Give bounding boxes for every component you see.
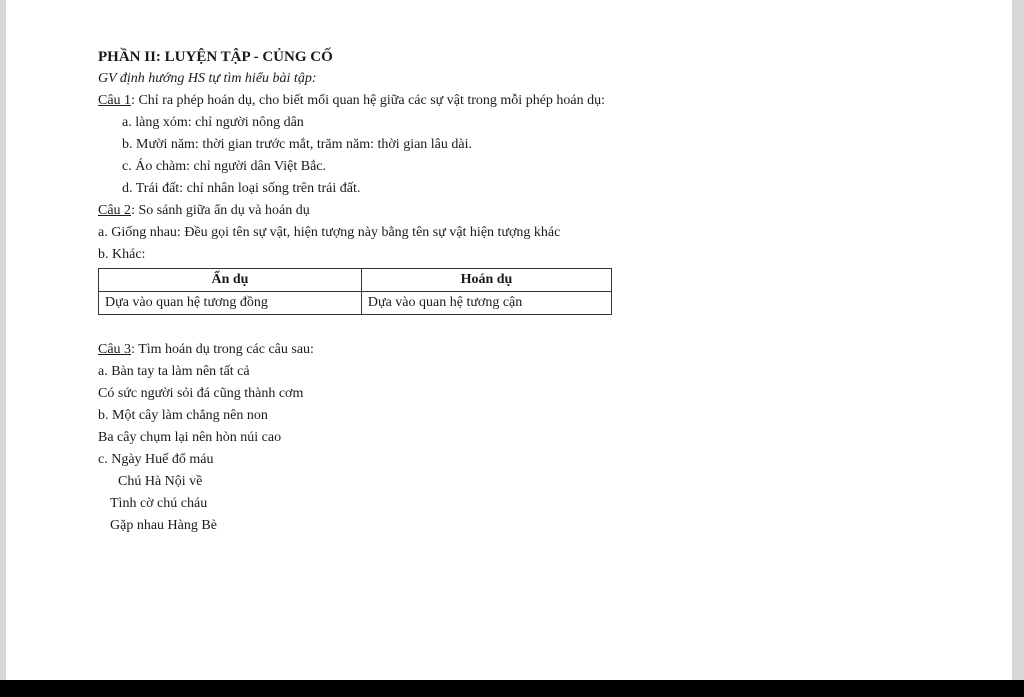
document-content <box>98 46 898 537</box>
q2-part-b: b. Khác: <box>98 247 146 262</box>
q3-poem-line: Tình cờ chú cháu <box>110 496 208 511</box>
q1-item-b: b. Mười năm: thời gian trước mắt, trăm năm: thời gian lâu dài. <box>122 137 472 152</box>
q3-poem-line: Gặp nhau Hàng Bè <box>110 518 217 533</box>
q3-line: a. Bàn tay ta làm nên tất cả <box>98 364 250 379</box>
table-row <box>99 292 612 315</box>
table-header-cell: Ẩn dụ <box>99 269 362 292</box>
question-3 <box>98 339 898 361</box>
q3-line: Ba cây chụm lại nên hòn núi cao <box>98 430 282 445</box>
question-2-text: : So sánh giữa ẩn dụ và hoán dụ <box>131 203 310 218</box>
q2-part-a: a. Giống nhau: Đều gọi tên sự vật, hiện tượng này bằng tên sự vật hiện tượng khác <box>98 225 561 240</box>
bottom-black-bar <box>0 680 1024 697</box>
question-1-label: Câu 1 <box>98 93 132 108</box>
q1-item-d: d. Trái đất: chỉ nhân loại sống trên trái đất. <box>122 181 361 196</box>
table-cell: Dựa vào quan hệ tương đồng <box>99 292 362 315</box>
section-heading: PHẦN II: LUYỆN TẬP - CỦNG CỐ <box>98 49 333 65</box>
section-subheading: GV định hướng HS tự tìm hiểu bài tập: <box>98 71 317 86</box>
q3-line: c. Ngày Huế đổ máu <box>98 452 214 467</box>
table-cell: Dựa vào quan hệ tương cận <box>361 292 611 315</box>
table-header-row <box>99 269 612 292</box>
question-3-label: Câu 3 <box>98 342 132 357</box>
spacer <box>98 315 898 339</box>
question-2-label: Câu 2 <box>98 203 132 218</box>
question-2 <box>98 200 898 222</box>
q3-poem-line: Chú Hà Nội về <box>118 474 203 489</box>
table-header-cell: Hoán dụ <box>361 269 611 292</box>
q1-item-c: c. Áo chàm: chỉ người dân Việt Bắc. <box>122 159 327 174</box>
q3-line: Có sức người sỏi đá cũng thành cơm <box>98 386 304 401</box>
question-3-text: : Tìm hoán dụ trong các câu sau: <box>131 342 314 357</box>
q3-line: b. Một cây làm chẳng nên non <box>98 408 268 423</box>
comparison-table <box>98 268 612 315</box>
question-1 <box>98 90 898 112</box>
question-1-text: : Chỉ ra phép hoán dụ, cho biết mối quan hệ giữa các sự vật trong mỗi phép hoán dụ: <box>131 93 606 108</box>
q1-item-a: a. làng xóm: chỉ người nông dân <box>122 115 304 130</box>
